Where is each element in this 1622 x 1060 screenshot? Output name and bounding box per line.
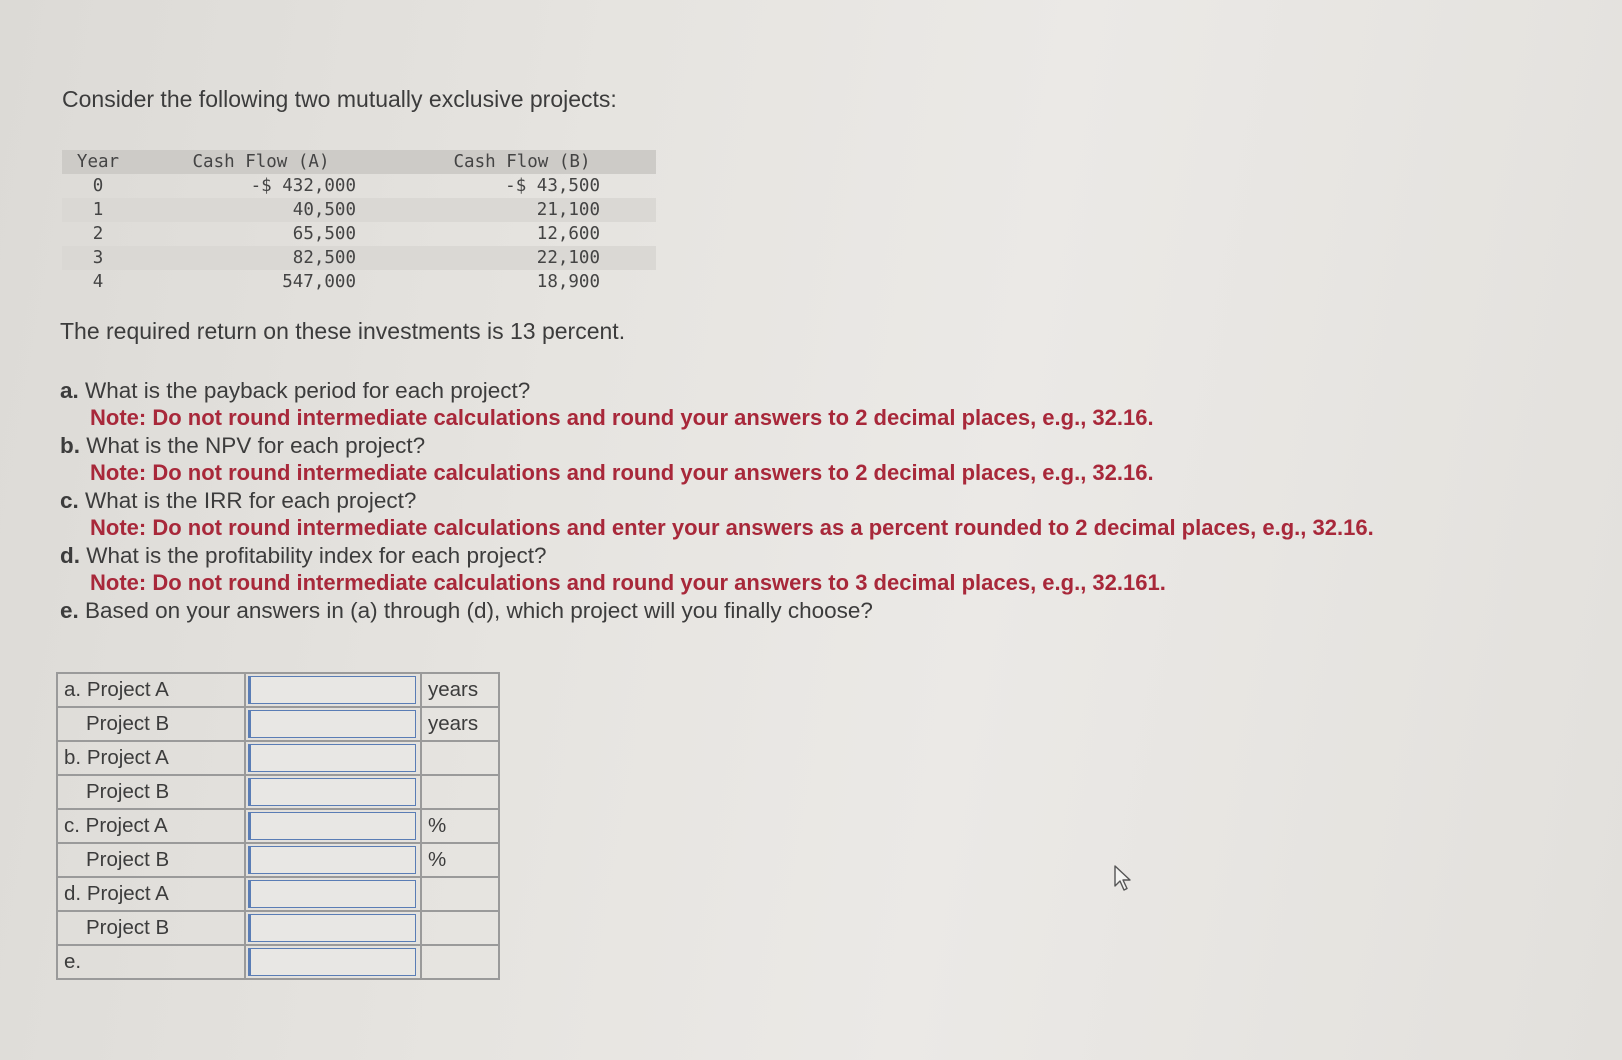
answer-project: Project B — [86, 712, 170, 735]
answer-prefix: b. — [64, 746, 82, 769]
payback-b-input[interactable] — [248, 710, 416, 738]
final-choice-select[interactable] — [248, 948, 416, 976]
answer-prefix: c. — [64, 814, 80, 837]
payback-a-input[interactable] — [248, 676, 416, 704]
question-text: What is the profitability index for each project? — [86, 543, 547, 568]
pi-b-input[interactable] — [248, 914, 416, 942]
answer-label — [57, 775, 245, 809]
question-label: d. — [60, 543, 80, 568]
npv-a-input[interactable] — [248, 744, 416, 772]
cash-flow-b-cell: 21,100 — [388, 198, 656, 222]
answer-input-cell — [245, 741, 421, 775]
unit-label: % — [421, 809, 499, 843]
unit-label: years — [421, 673, 499, 707]
question-text: What is the payback period for each project? — [85, 378, 531, 403]
answer-project: Project B — [86, 916, 170, 939]
answer-prefix: d. — [64, 882, 82, 905]
year-cell: 2 — [92, 224, 104, 244]
answer-table — [56, 672, 500, 980]
table-row — [62, 222, 656, 246]
irr-a-input[interactable] — [248, 812, 416, 840]
question-note: Note: Do not round intermediate calculations and round your answers to 2 decimal places, e.g., 32.16. — [90, 405, 1154, 430]
cash-flow-a-cell: 547,000 — [282, 272, 356, 292]
year-cell: 3 — [62, 246, 134, 270]
cash-flow-b-cell: 12,600 — [536, 224, 600, 244]
question-b — [60, 432, 1560, 459]
answer-input-cell — [245, 945, 421, 979]
question-note: Note: Do not round intermediate calculations and enter your answers as a percent rounded to 2 decimal places, e.g., 32.16. — [90, 515, 1374, 540]
question-d — [60, 542, 1560, 569]
question-label: c. — [60, 488, 79, 513]
cash-flow-a-cell: 40,500 — [134, 198, 388, 222]
unit-label — [421, 741, 499, 775]
answer-project: Project B — [86, 780, 170, 803]
answer-label — [57, 877, 245, 911]
table-row — [62, 174, 656, 198]
answer-row — [57, 775, 499, 809]
question-list — [60, 377, 1560, 624]
cash-flow-a-cell: 65,500 — [292, 224, 356, 244]
question-a — [60, 377, 1560, 404]
question-text: Based on your answers in (a) through (d), which project will you finally choose? — [85, 598, 873, 623]
answer-label — [57, 707, 245, 741]
answer-input-cell — [245, 775, 421, 809]
answer-project: Project A — [86, 678, 169, 701]
answer-input-cell — [245, 809, 421, 843]
cash-flow-header-row — [62, 150, 656, 174]
answer-input-cell — [245, 673, 421, 707]
question-note: Note: Do not round intermediate calculations and round your answers to 2 decimal places, e.g., 32.16. — [90, 460, 1154, 485]
cash-flow-a-cell: -$ 432,000 — [250, 176, 356, 196]
answer-row — [57, 673, 499, 707]
unit-label: years — [421, 707, 499, 741]
question-note: Note: Do not round intermediate calculations and round your answers to 3 decimal places, e.g., 32.161. — [90, 570, 1166, 595]
cash-flow-b-header: Cash Flow (B) — [388, 150, 656, 174]
intro-text: Consider the following two mutually exclusive projects: — [62, 86, 617, 112]
answer-input-cell — [245, 877, 421, 911]
year-header: Year — [62, 150, 134, 174]
question-label: b. — [60, 433, 80, 458]
answer-label — [57, 843, 245, 877]
answer-row — [57, 911, 499, 945]
cash-flow-b-cell: 22,100 — [388, 246, 656, 270]
answer-row — [57, 809, 499, 843]
unit-label — [421, 945, 499, 979]
answer-row — [57, 877, 499, 911]
answer-project: Project A — [86, 746, 169, 769]
year-cell: 1 — [62, 198, 134, 222]
question-label: a. — [60, 378, 79, 403]
question-text: What is the NPV for each project? — [86, 433, 426, 458]
question-c — [60, 487, 1560, 514]
question-e — [60, 597, 1560, 624]
answer-input-cell — [245, 911, 421, 945]
irr-b-input[interactable] — [248, 846, 416, 874]
unit-label — [421, 877, 499, 911]
answer-prefix: e. — [64, 950, 82, 973]
answer-label — [57, 911, 245, 945]
cash-flow-b-cell: 18,900 — [536, 272, 600, 292]
answer-label — [57, 809, 245, 843]
answer-label — [57, 945, 245, 979]
required-return-text: The required return on these investments is 13 percent. — [60, 318, 626, 344]
cash-flow-a-cell: 82,500 — [134, 246, 388, 270]
answer-prefix: a. — [64, 678, 82, 701]
table-row — [62, 270, 656, 294]
question-text: What is the IRR for each project? — [85, 488, 417, 513]
unit-label — [421, 775, 499, 809]
npv-b-input[interactable] — [248, 778, 416, 806]
year-cell: 4 — [92, 272, 104, 292]
pi-a-input[interactable] — [248, 880, 416, 908]
table-row — [62, 246, 656, 270]
question-label: e. — [60, 598, 79, 623]
cash-flow-a-header: Cash Flow (A) — [134, 150, 388, 174]
answer-row — [57, 741, 499, 775]
answer-label — [57, 673, 245, 707]
answer-project: Project A — [85, 814, 168, 837]
mouse-pointer-icon — [1112, 864, 1136, 894]
unit-label — [421, 911, 499, 945]
answer-input-cell — [245, 843, 421, 877]
answer-project: Project A — [86, 882, 169, 905]
unit-label: % — [421, 843, 499, 877]
table-row — [62, 198, 656, 222]
answer-input-cell — [245, 707, 421, 741]
cash-flow-b-cell: -$ 43,500 — [505, 176, 600, 196]
year-cell: 0 — [92, 176, 104, 196]
answer-row — [57, 843, 499, 877]
answer-row — [57, 945, 499, 979]
answer-label — [57, 741, 245, 775]
answer-row — [57, 707, 499, 741]
answer-project: Project B — [86, 848, 170, 871]
cash-flow-table — [62, 150, 656, 294]
